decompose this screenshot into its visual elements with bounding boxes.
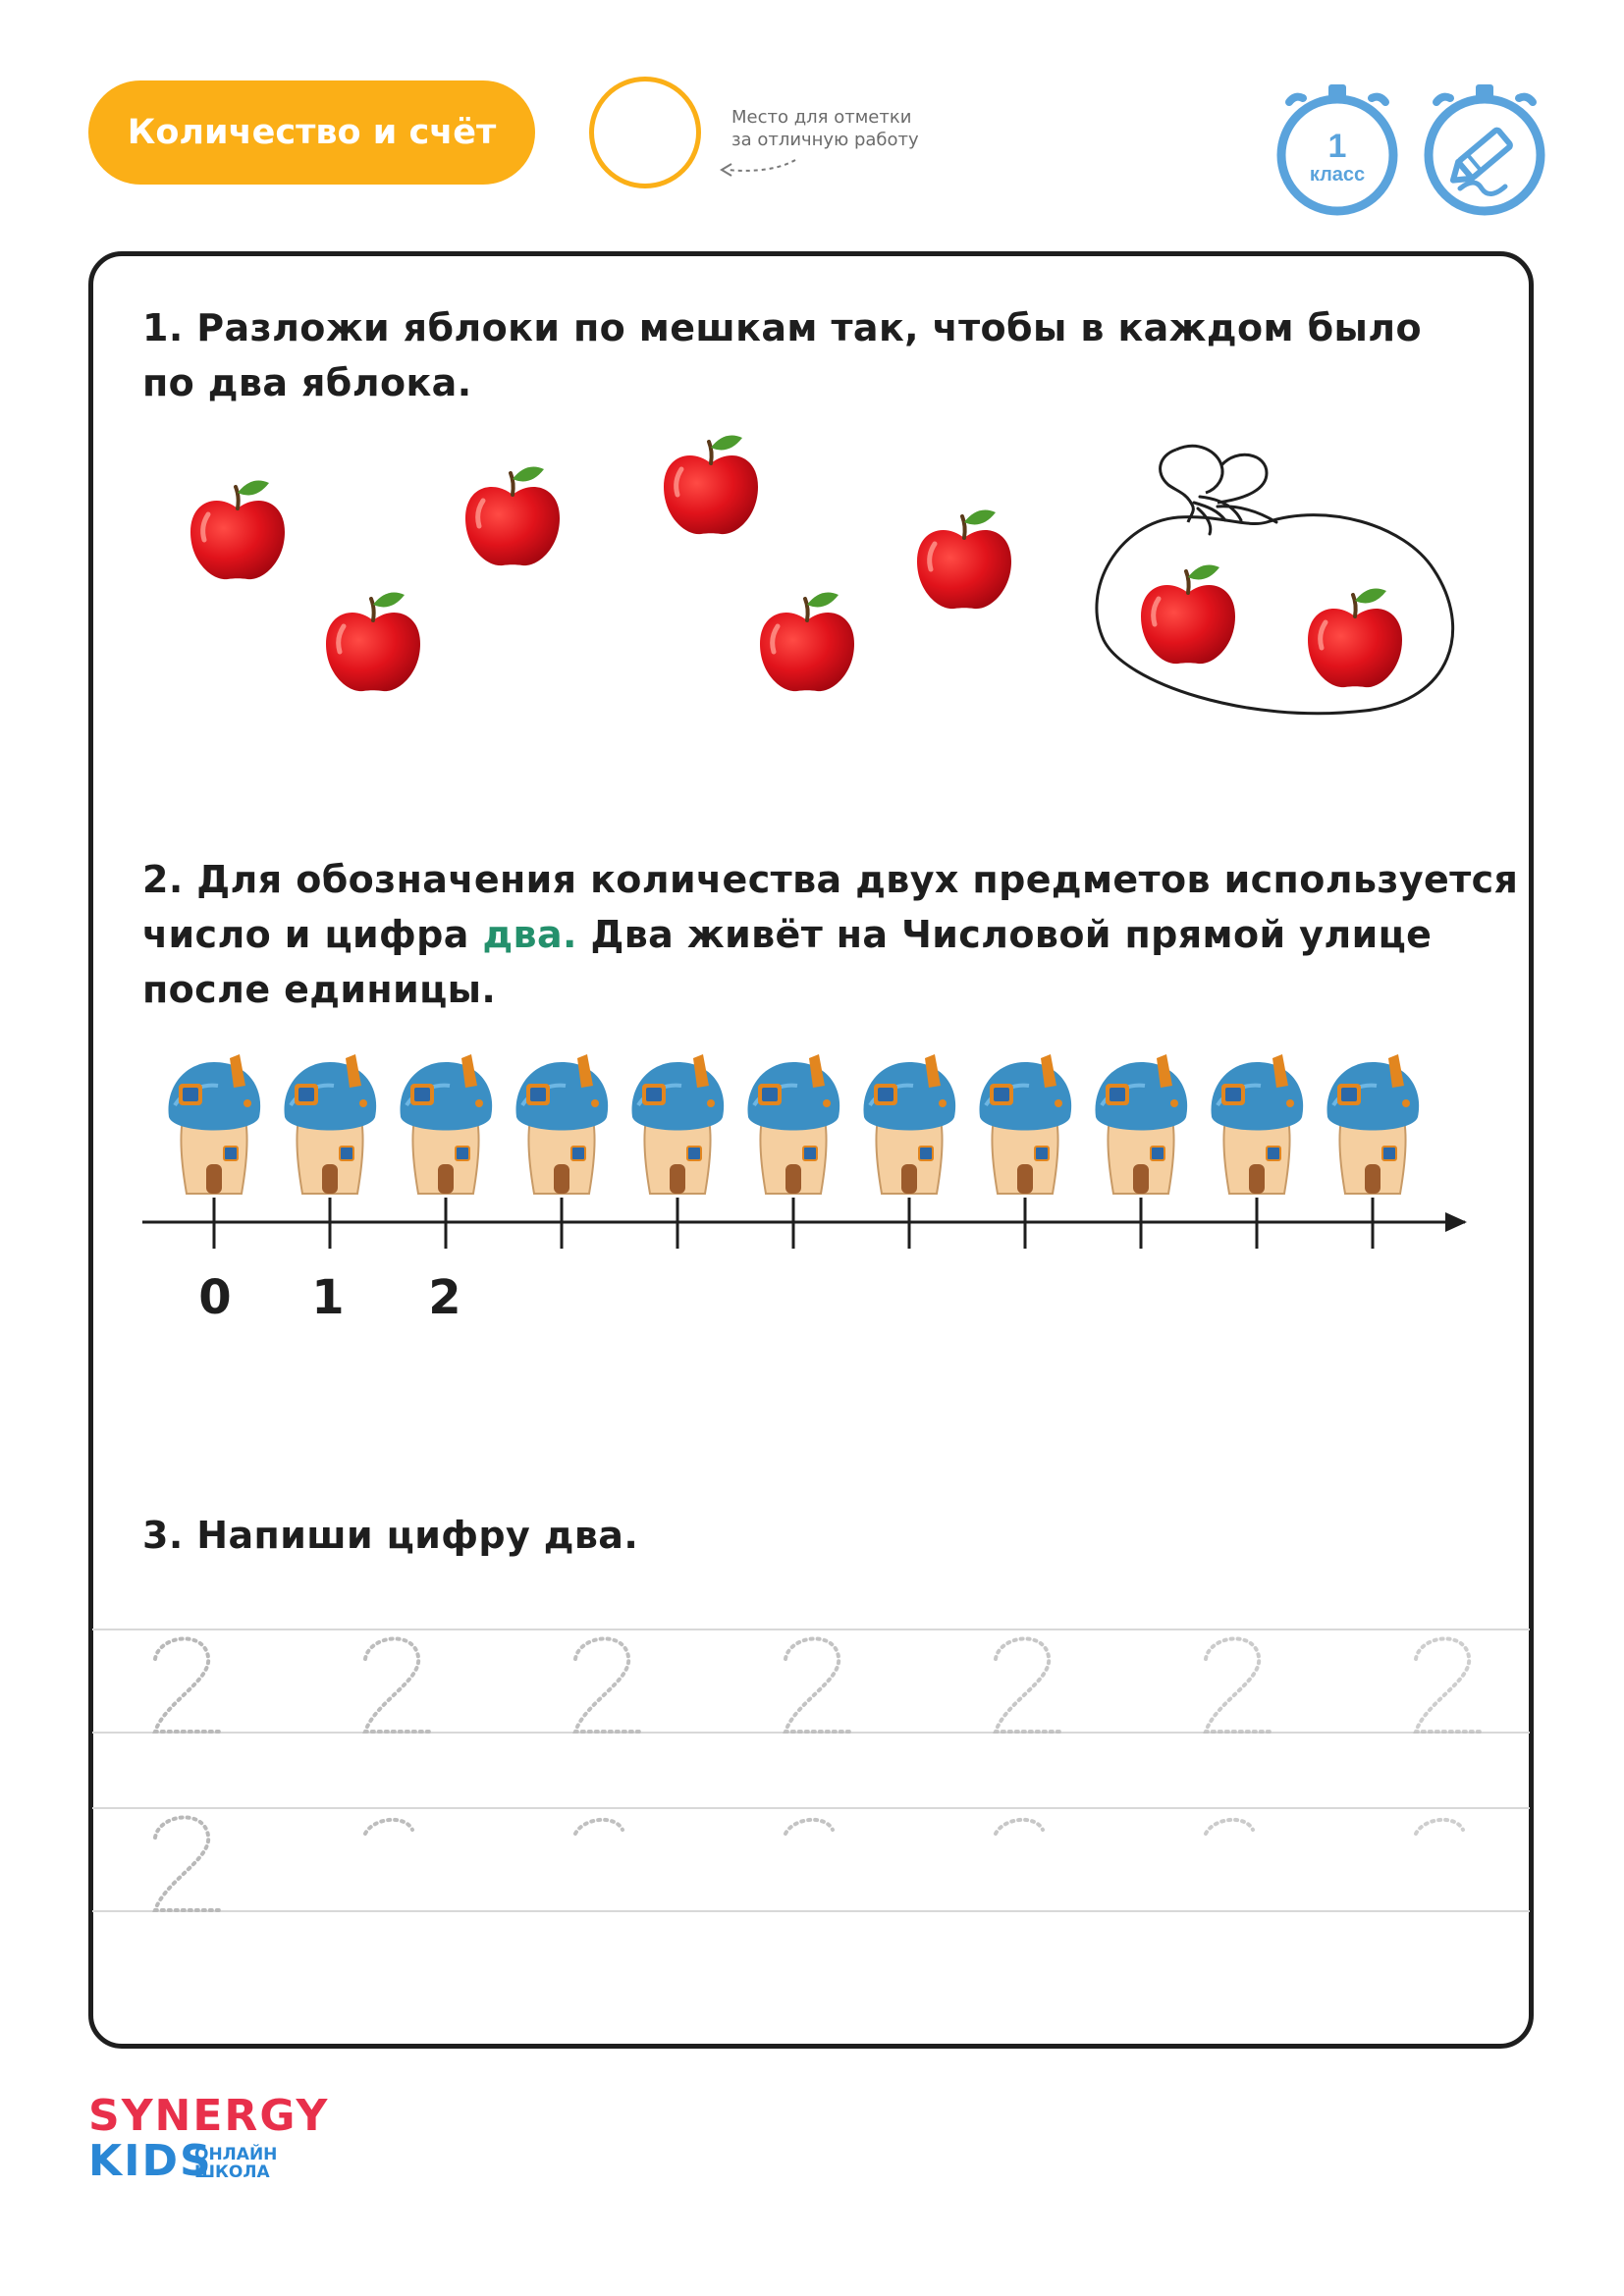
topic-badge [88,80,535,185]
digit-two-trace [785,1638,850,1732]
task2-line1: 2. Для обозначения количества двух предметов используется [142,858,1519,901]
apple-3 [465,467,560,566]
digit-two-trace [365,1638,430,1732]
number-line-illustration [88,1050,1534,1286]
house-icon [168,1054,260,1194]
number-axis [142,1198,1467,1249]
apple-4 [664,436,758,535]
apple-1 [190,481,285,580]
digit-two-trace [575,1820,623,1834]
digit-two-trace [996,1820,1043,1834]
task3-text [142,1508,638,1563]
task2-line3: после единицы. [142,968,497,1011]
handwriting-practice-area[interactable] [92,1620,1530,1924]
digit-two-trace [365,1820,412,1834]
grade-badge-icon [1273,79,1401,218]
task2-line2-start: число и цифра [142,913,483,956]
pencil-badge-icon [1421,79,1548,218]
digit-two-trace [1416,1820,1463,1834]
house-icon [979,1054,1071,1194]
apple-in-sack-1 [1141,565,1235,665]
sack-icon [1097,446,1453,713]
task1-line2: по два яблока. [142,361,472,404]
house-icon [515,1054,608,1194]
curved-arrow-icon [712,152,800,182]
number-label-1: 1 [311,1270,345,1325]
digit-two-trace [1206,1638,1271,1732]
task1-line1: 1. Разложи яблоки по мешкам так, чтобы в каждом было [142,306,1423,349]
digit-two-trace [155,1817,220,1910]
digit-two-trace [575,1638,640,1732]
grade-word: класс [1309,164,1366,186]
house-icon [1211,1054,1303,1194]
house-icon [284,1054,376,1194]
logo-school-line1: ОНЛАЙН [194,2145,278,2164]
house-icon [400,1054,492,1194]
digit-two-trace [155,1638,220,1732]
apple-5 [760,593,854,692]
logo-kids: KIDS [88,2136,213,2186]
grade-mark-hint [731,106,919,151]
digit-traces [155,1638,1481,1910]
logo-school [194,2146,277,2181]
apple-2 [326,593,420,692]
grade-mark-hint-line2: за отличную работу [731,130,919,150]
digit-two-trace [1416,1638,1481,1732]
digit-two-trace [996,1638,1060,1732]
number-label-2: 2 [428,1270,461,1325]
apple-in-sack-2 [1308,589,1402,688]
task2-highlight-dva: два. [482,913,577,956]
topic-title: Количество и счёт [127,113,497,152]
house-icon [863,1054,955,1194]
task2-line2 [142,907,1518,962]
house-icon [631,1054,724,1194]
logo-synergy: SYNERGY [88,2091,330,2141]
house-icon [1326,1054,1419,1194]
houses-row [168,1054,1419,1194]
digit-two-trace [1206,1820,1253,1834]
grade-number: 1 [1327,128,1347,165]
logo-school-line2: ШКОЛА [194,2163,270,2182]
task3-line: 3. Напиши цифру два. [142,1514,639,1557]
house-icon [1095,1054,1187,1194]
number-label-0: 0 [198,1270,232,1325]
task1-text [142,300,1422,410]
grade-mark-hint-line1: Место для отметки [731,107,912,128]
grade-mark-circle [589,77,701,188]
digit-two-trace [785,1820,833,1834]
apples-illustration [88,412,1534,746]
task2-line2-end: Два живёт на Числовой прямой улице [576,913,1433,956]
house-icon [747,1054,839,1194]
task2-text [142,852,1518,1017]
apple-6 [917,510,1011,610]
axis-arrow-icon [1445,1212,1467,1232]
